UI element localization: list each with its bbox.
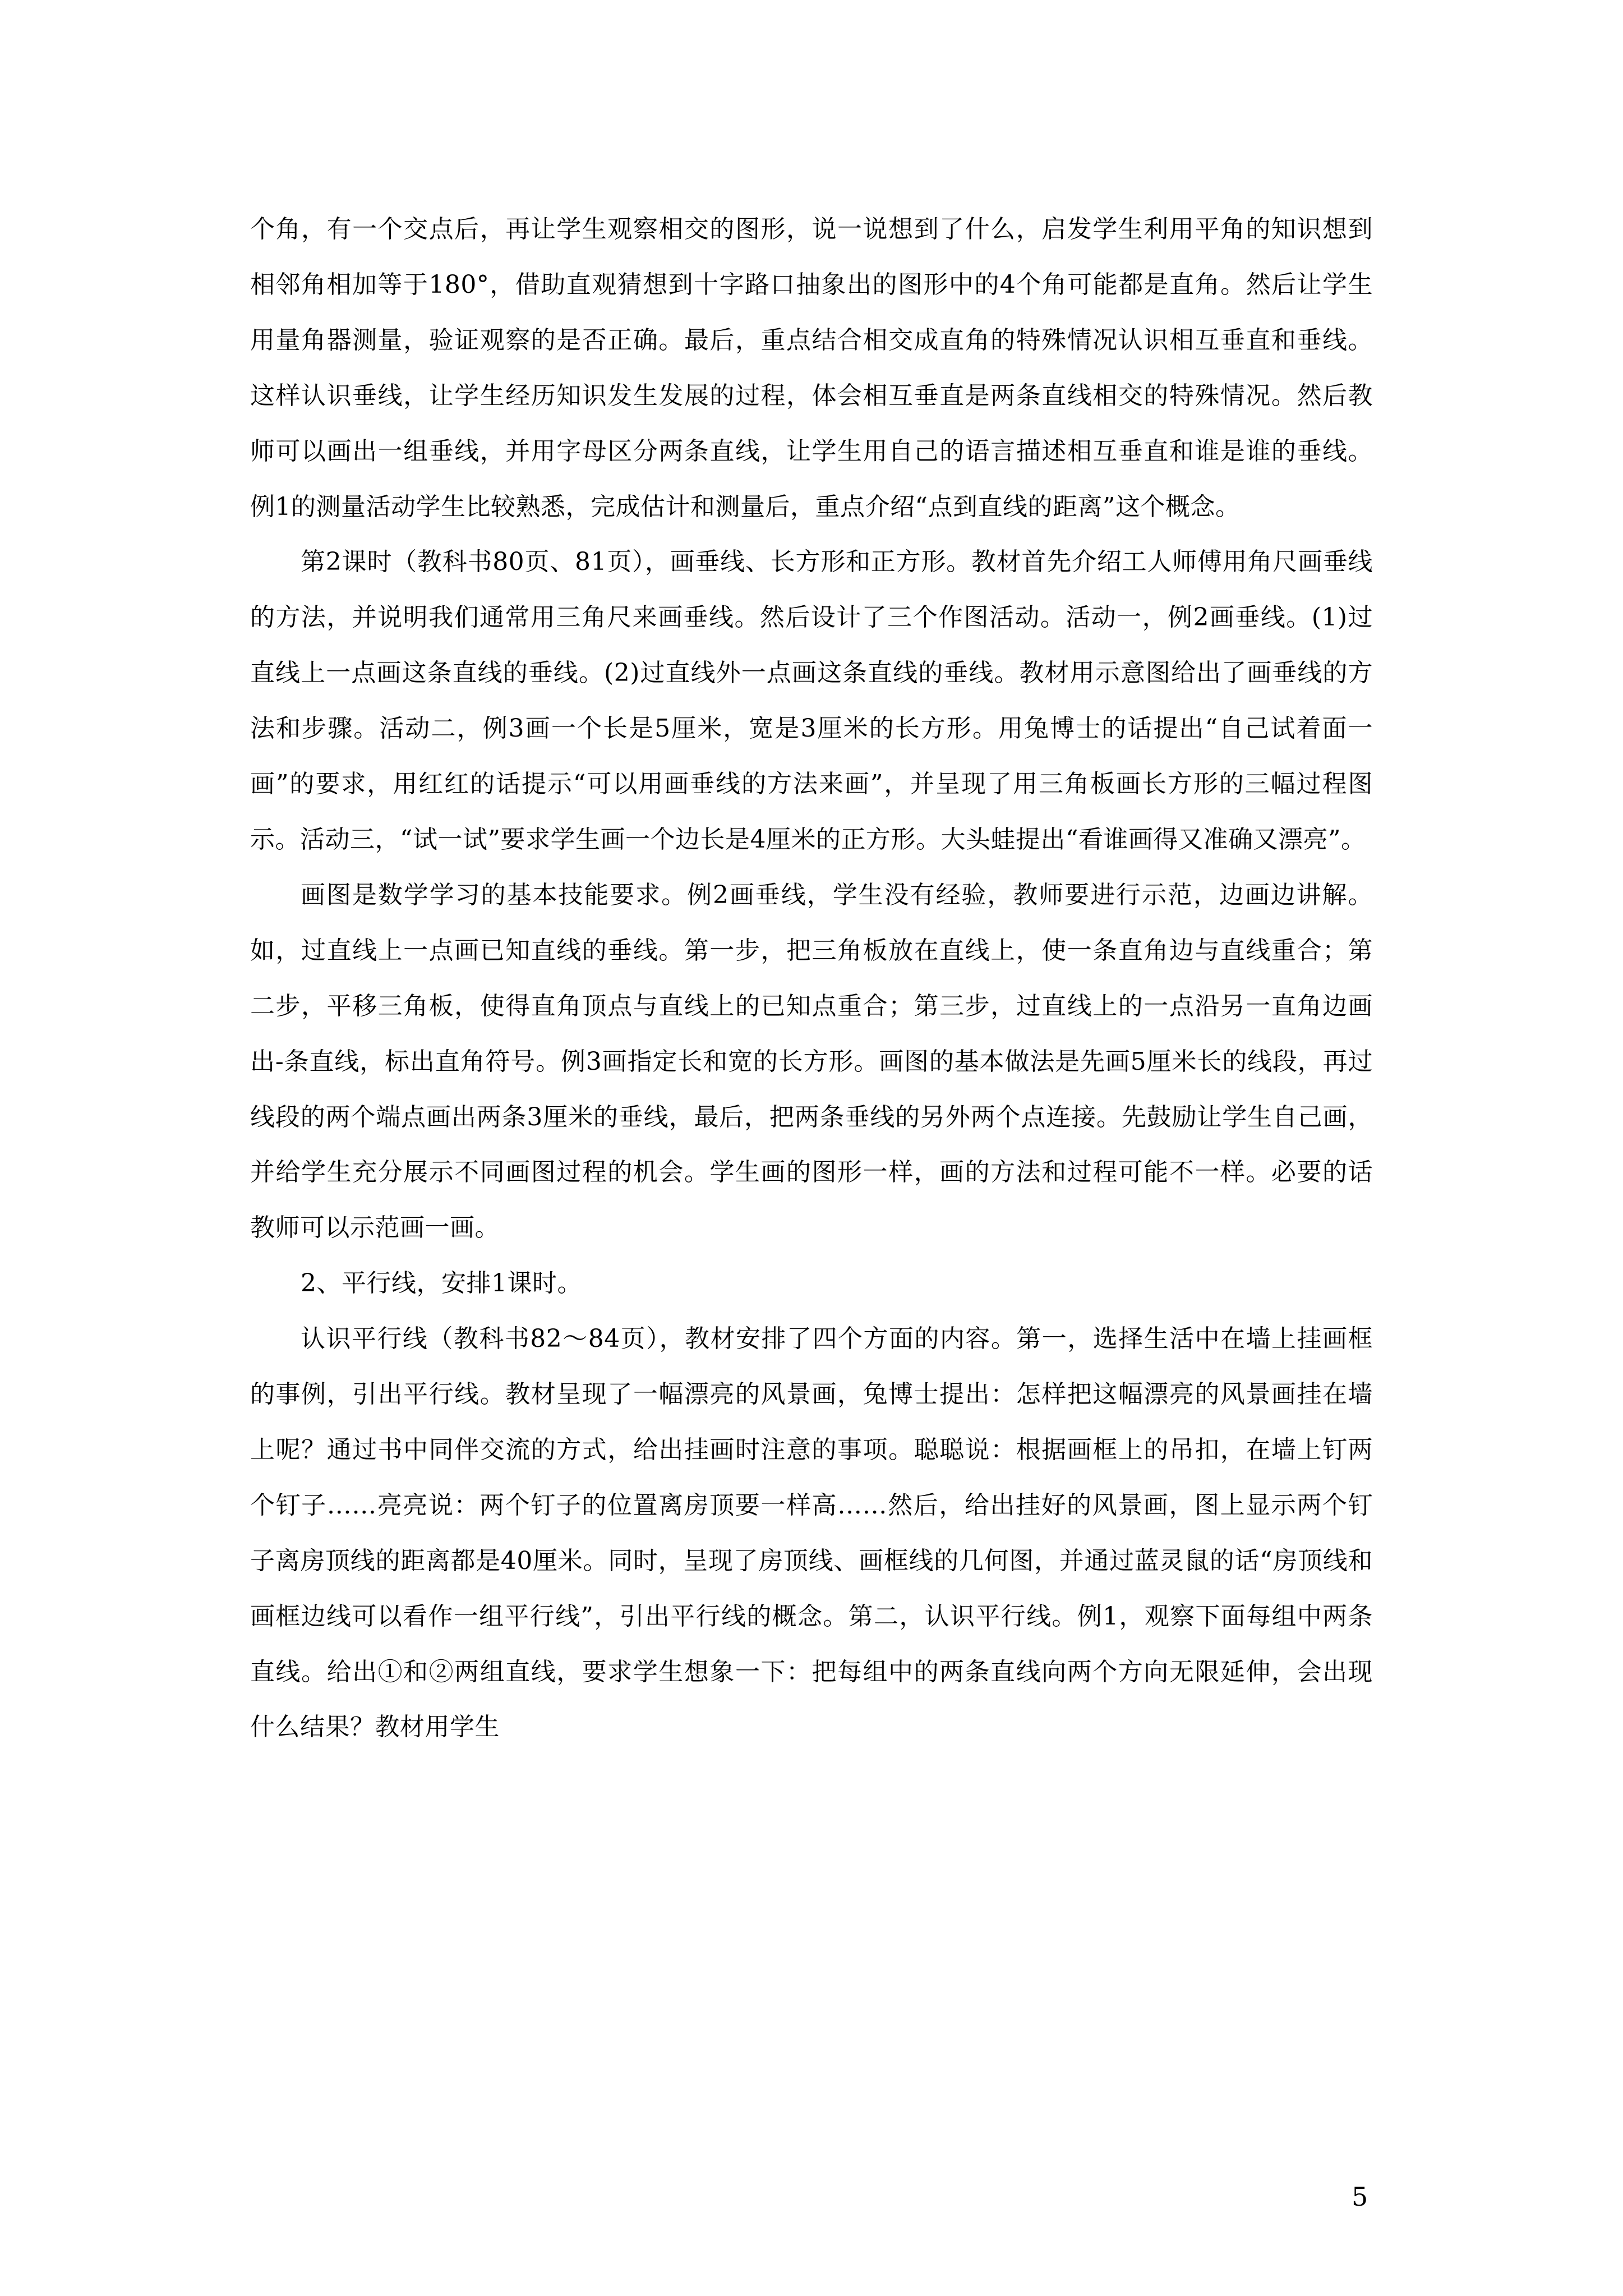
paragraph-4: 2、平行线，安排1课时。 [301, 1269, 582, 1298]
paragraph-1: 个角，有一个交点后，再让学生观察相交的图形，说一说想到了什么，启发学生利用平角的知识想到相邻角相加等于180°，借助直观猜想到十字路口抽象出的图形中的4个角可能都是直角。然后让学生用量角器测量，验证观察的是否正确。最后，重点结合相交成直角的特殊情况认识相互垂直和垂线。这样认识垂线，让学生经历知识发生发展的过程，体会相互垂直是两条直线相交的特殊情况。然后教师可以画出一组垂线，并用字母区分两条直线，让学生用自己的语言描述相互垂直和谁是谁的垂线。例1的测量活动学生比较熟悉，完成估计和测量后，重点介绍“点到直线的距离”这个概念。 [250, 215, 1373, 521]
page-number: 5 [1352, 2182, 1368, 2212]
paragraph-5: 认识平行线（教科书82～84页），教材安排了四个方面的内容。第一，选择生活中在墙上挂画框的事例，引出平行线。教材呈现了一幅漂亮的风景画，兔博士提出：怎样把这幅漂亮的风景画挂在墙上呢？通过书中同伴交流的方式，给出挂画时注意的事项。聪聪说：根据画框上的吊扣，在墙上钉两个钉子……亮亮说：两个钉子的位置离房顶要一样高……然后，给出挂好的风景画，图上显示两个钉子离房顶线的距离都是40厘米。同时，呈现了房顶线、画框线的几何图，并通过蓝灵鼠的话“房顶线和画框边线可以看作一组平行线”，引出平行线的概念。第二，认识平行线。例1，观察下面每组中两条直线。给出①和②两组直线，要求学生想象一下：把每组中的两条直线向两个方向无限延伸，会出现什么结果？教材用学生 [250, 1324, 1373, 1742]
paragraph-3: 画图是数学学习的基本技能要求。例2画垂线，学生没有经验，教师要进行示范，边画边讲解。如，过直线上一点画已知直线的垂线。第一步，把三角板放在直线上，使一条直角边与直线重合；第二步，平移三角板，使得直角顶点与直线上的已知点重合；第三步，过直线上的一点沿另一直角边画出-条直线，标出直角符号。例3画指定长和宽的长方形。画图的基本做法是先画5厘米长的线段，再过线段的两个端点画出两条3厘米的垂线，最后，把两条垂线的另外两个点连接。先鼓励让学生自己画，并给学生充分展示不同画图过程的机会。学生画的图形一样，画的方法和过程可能不一样。必要的话教师可以示范画一画。 [250, 880, 1373, 1243]
paragraph-2: 第2课时（教科书80页、81页），画垂线、长方形和正方形。教材首先介绍工人师傅用角尺画垂线的方法，并说明我们通常用三角尺来画垂线。然后设计了三个作图活动。活动一，例2画垂线。(1)过直线上一点画这条直线的垂线。(2)过直线外一点画这条直线的垂线。教材用示意图给出了画垂线的方法和步骤。活动二，例3画一个长是5厘米，宽是3厘米的长方形。用兔博士的话提出“自己试着面一画”的要求，用红红的话提示“可以用画垂线的方法来画”，并呈现了用三角板画长方形的三幅过程图示。活动三，“试一试”要求学生画一个边长是4厘米的正方形。大头蛙提出“看谁画得又准确又漂亮”。 [250, 547, 1373, 854]
document-body [250, 202, 1373, 1755]
